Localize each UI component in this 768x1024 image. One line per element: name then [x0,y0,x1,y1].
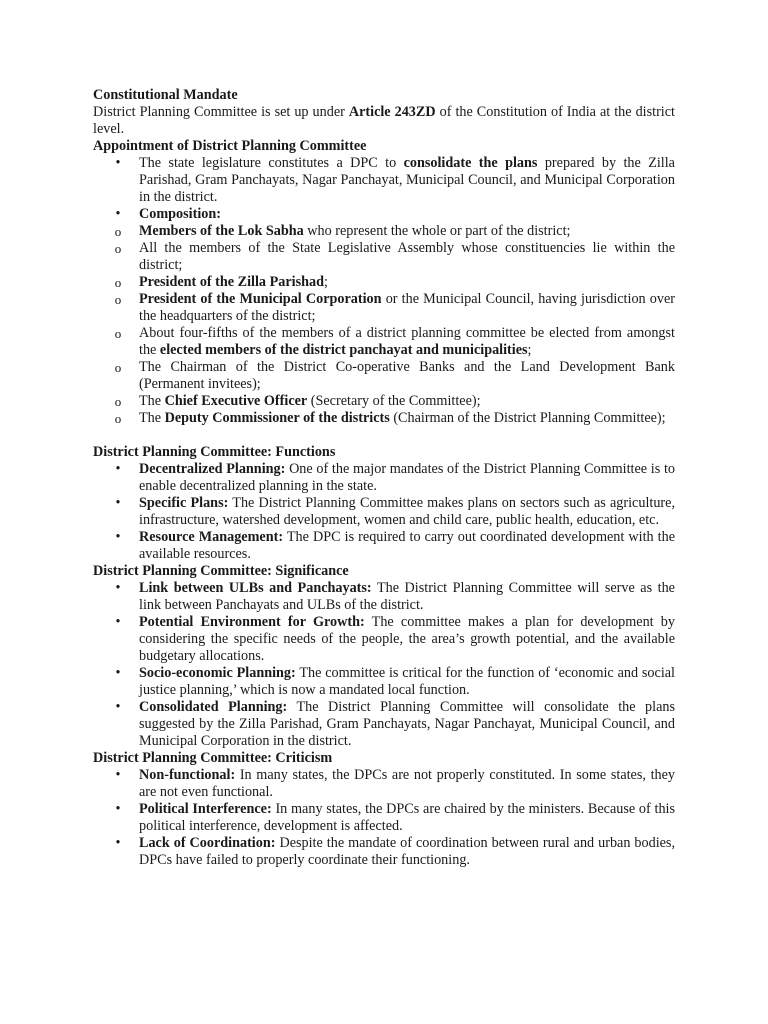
list-item: • Decentralized Planning: One of the major mandates of the District Planning Committee is to enable decentralized planning in the state. [115,461,675,494]
criticism-list [93,767,675,869]
sub-list-item: o President of the Municipal Corporation or the Municipal Council, having jurisdiction over the headquarters of the district; [114,291,675,324]
list-item: • Composition: [115,206,221,222]
sub-list-item: o Members of the Lok Sabha who represent the whole or part of the district; [114,223,571,239]
list-item: • Political Interference: In many states, the DPCs are chaired by the ministers. Because of this political interference, development is affected. [115,801,676,834]
appointment-list [93,155,675,427]
heading-criticism: District Planning Committee: Criticism [93,750,333,766]
list-item: • Specific Plans: The District Planning Committee makes plans on sectors such as agriculture, infrastructure, watershed development, women and child care, public health, education, etc. [115,495,675,528]
list-item: • Lack of Coordination: Despite the mandate of coordination between rural and urban bodies, DPCs have failed to properly coordinate their functioning. [115,835,676,868]
functions-list [93,461,675,563]
sub-list-item: o All the members of the State Legislative Assembly whose constituencies lie within the district; [114,240,675,273]
heading-functions: District Planning Committee: Functions [93,444,336,460]
sub-list-item: o President of the Zilla Parishad; [114,274,328,290]
sub-list-item: o About four-fifths of the members of a district planning committee be elected from amongst the elected members of the district panchayat and municipalities; [114,325,675,358]
list-item: • Resource Management: The DPC is required to carry out coordinated development with the available resources. [115,529,675,562]
heading-appointment: Appointment of District Planning Committee [93,138,367,154]
sub-list-item: o The Chairman of the District Co-operative Banks and the Land Development Bank (Permanent invitees); [114,359,675,392]
list-item: • Consolidated Planning: The District Planning Committee will consolidate the plans suggested by the Zilla Parishad, Gram Panchayats, Nagar Panchayat, Municipal Council, and Municipal Corporation in the district. [115,699,675,749]
document-page [93,87,675,869]
heading-constitutional-mandate: Constitutional Mandate [93,87,238,103]
spacer [93,427,675,444]
list-item: • Potential Environment for Growth: The committee makes a plan for development by considering the specific needs of the people, the area’s growth potential, and the available budgetary allocations. [115,614,675,664]
heading-significance: District Planning Committee: Significance [93,563,349,579]
significance-list [93,580,675,750]
list-item: • Socio-economic Planning: The committee is critical for the function of ‘economic and social justice planning,’ which is now a mandated local function. [115,665,675,698]
list-item: • Link between ULBs and Panchayats: The District Planning Committee will serve as the link between Panchayats and ULBs of the district. [115,580,675,613]
sub-list-item: o The Deputy Commissioner of the districts (Chairman of the District Planning Committee); [114,410,666,426]
list-item: • Non-functional: In many states, the DPCs are not properly constituted. In some states, they are not even functional. [115,767,675,800]
sub-list-item: o The Chief Executive Officer (Secretary of the Committee); [114,393,481,409]
list-item: • The state legislature constitutes a DPC to consolidate the plans prepared by the Zilla Parishad, Gram Panchayats, Nagar Panchayat, Municipal Council, and Municipal Corporation in the district. [115,155,675,205]
mandate-paragraph: District Planning Committee is set up under Article 243ZD of the Constitution of India at the district level. [93,104,675,137]
